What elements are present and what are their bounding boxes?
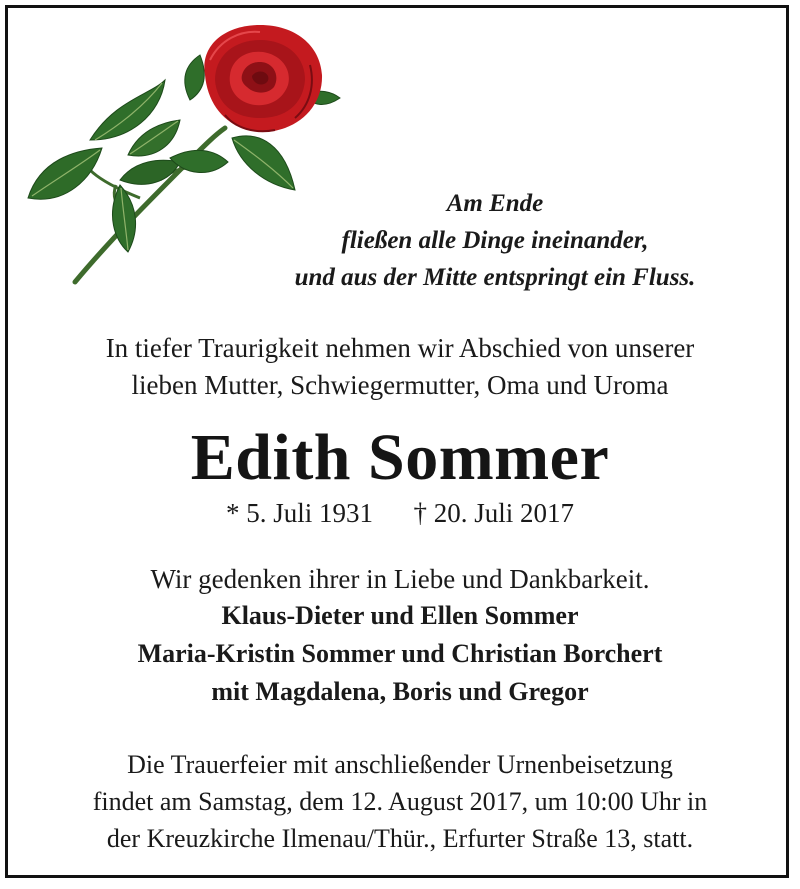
quote-block — [230, 185, 760, 296]
quote-line: fließen alle Dinge ineinander, — [341, 227, 649, 254]
intro-line: lieben Mutter, Schwiegermutter, Oma und Uroma — [131, 370, 669, 400]
mourner-line: Maria-Kristin Sommer und Christian Borchert — [137, 639, 663, 668]
mourners-list — [0, 597, 800, 711]
memorial-line: Wir gedenken ihrer in Liebe und Dankbarkeit. — [150, 564, 650, 594]
life-dates — [0, 495, 800, 531]
funeral-line: der Kreuzkirche Ilmenau/Thür., Erfurter Straße 13, statt. — [106, 824, 694, 853]
birth-date: * 5. Juli 1931 — [225, 498, 373, 528]
quote-line: Am Ende — [446, 190, 544, 217]
funeral-line: findet am Samstag, dem 12. August 2017, um 10:00 Uhr in — [92, 787, 708, 816]
intro-line: In tiefer Traurigkeit nehmen wir Abschied von unserer — [105, 333, 695, 363]
funeral-details — [0, 746, 800, 857]
mourner-line: Klaus-Dieter und Ellen Sommer — [221, 601, 579, 630]
deceased-name: Edith Sommer — [190, 421, 610, 494]
death-date: † 20. Juli 2017 — [413, 498, 575, 528]
funeral-line: Die Trauerfeier mit anschließender Urnenbeisetzung — [127, 750, 673, 779]
mourner-line: mit Magdalena, Boris und Gregor — [211, 677, 589, 706]
intro-text — [0, 330, 800, 404]
quote-line: und aus der Mitte entspringt ein Fluss. — [294, 264, 696, 291]
